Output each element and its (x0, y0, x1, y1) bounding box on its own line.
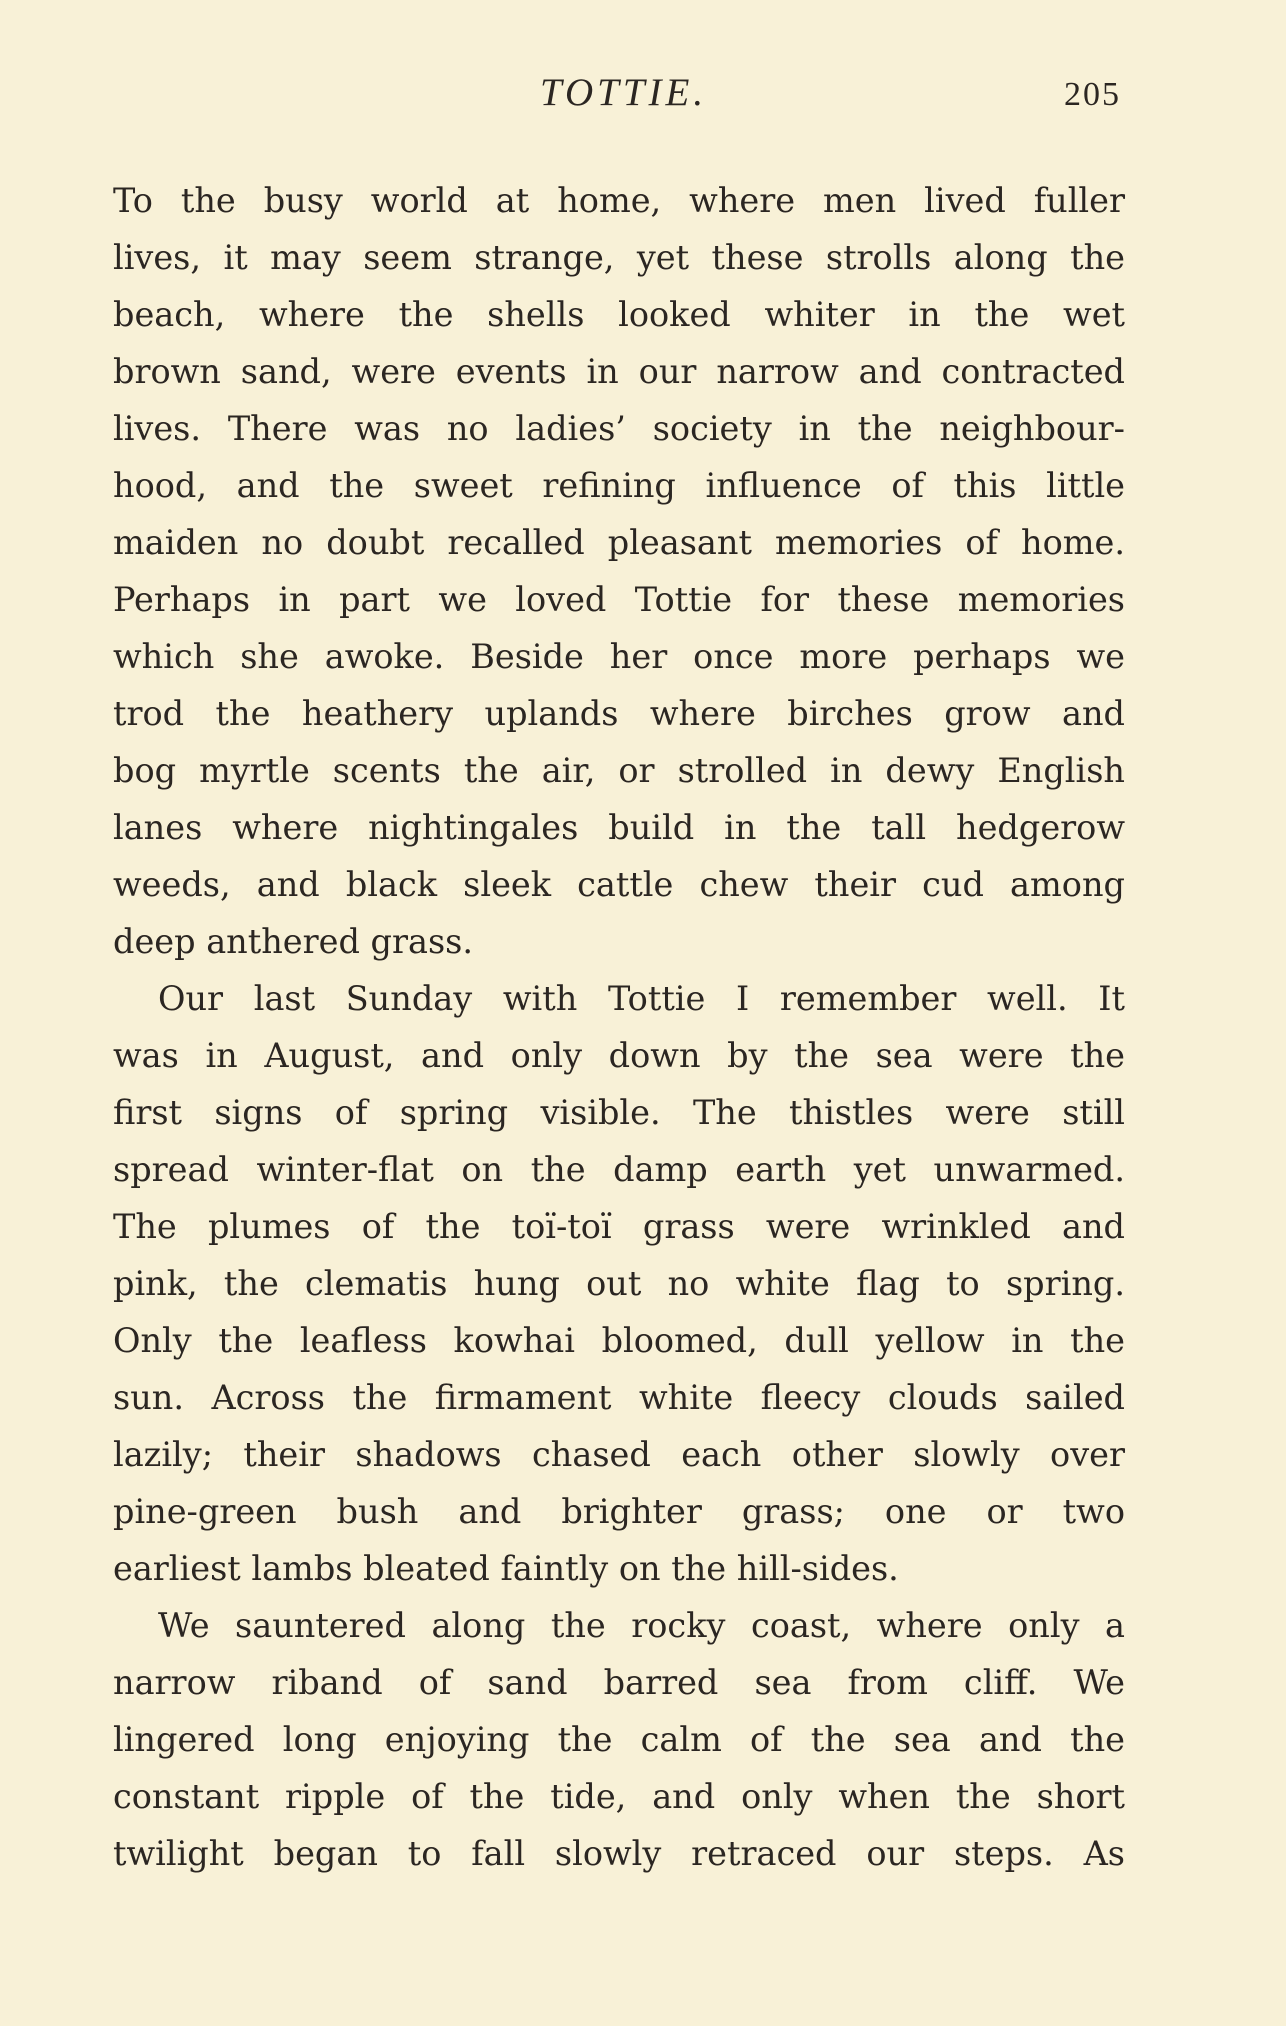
paragraph-2 (113, 970, 1125, 1597)
text-line: Perhaps in part we loved Tottie for these memories (113, 580, 1125, 619)
text-line: lives. There was no ladies’ society in the neighbour- (113, 409, 1125, 448)
body-text (113, 172, 1125, 1882)
text-line: was in August, and only down by the sea were the (113, 1036, 1125, 1075)
text-line: To the busy world at home, where men lived fuller (113, 181, 1125, 220)
text-line: deep anthered grass. (113, 922, 473, 961)
text-line: pink, the clematis hung out no white flag to spring. (113, 1264, 1125, 1303)
text-line: maiden no doubt recalled pleasant memories of home. (113, 523, 1125, 562)
text-line: trod the heathery uplands where birches grow and (113, 694, 1125, 733)
text-line: The plumes of the toï-toï grass were wrinkled and (113, 1207, 1125, 1246)
text-line: pine-green bush and brighter grass; one or two (113, 1492, 1125, 1531)
text-line: sun. Across the firmament white fleecy clouds sailed (113, 1378, 1125, 1417)
text-line: spread winter-flat on the damp earth yet unwarmed. (113, 1150, 1125, 1189)
text-line: lazily; their shadows chased each other slowly over (113, 1435, 1125, 1474)
text-line: lanes where nightingales build in the tall hedgerow (113, 808, 1125, 847)
text-line: narrow riband of sand barred sea from cliff. We (113, 1663, 1125, 1702)
text-line: Only the leafless kowhai bloomed, dull yellow in the (113, 1321, 1125, 1360)
text-line: lingered long enjoying the calm of the sea and the (113, 1720, 1125, 1759)
text-line: Our last Sunday with Tottie I remember well. It (158, 979, 1125, 1018)
text-line: first signs of spring visible. The thistles were still (113, 1093, 1125, 1132)
text-line: weeds, and black sleek cattle chew their cud among (113, 865, 1125, 904)
text-line: beach, where the shells looked whiter in the wet (113, 295, 1125, 334)
text-line: lives, it may seem strange, yet these strolls along the (113, 238, 1125, 277)
text-line: which she awoke. Beside her once more perhaps we (113, 637, 1125, 676)
running-head (0, 70, 1286, 130)
text-line: constant ripple of the tide, and only when the short (113, 1777, 1125, 1816)
text-line: hood, and the sweet refining influence of this little (113, 466, 1125, 505)
text-line: brown sand, were events in our narrow and contracted (113, 352, 1125, 391)
text-line: earliest lambs bleated faintly on the hill-sides. (113, 1549, 899, 1588)
page-number: 205 (1064, 76, 1121, 113)
running-title: TOTTIE. (540, 71, 708, 114)
text-line: We sauntered along the rocky coast, where only a (158, 1606, 1125, 1645)
paragraph-1 (113, 172, 1125, 970)
text-line: twilight began to fall slowly retraced our steps. As (113, 1834, 1125, 1873)
paragraph-3 (113, 1597, 1125, 1882)
text-line: bog myrtle scents the air, or strolled in dewy English (113, 751, 1125, 790)
